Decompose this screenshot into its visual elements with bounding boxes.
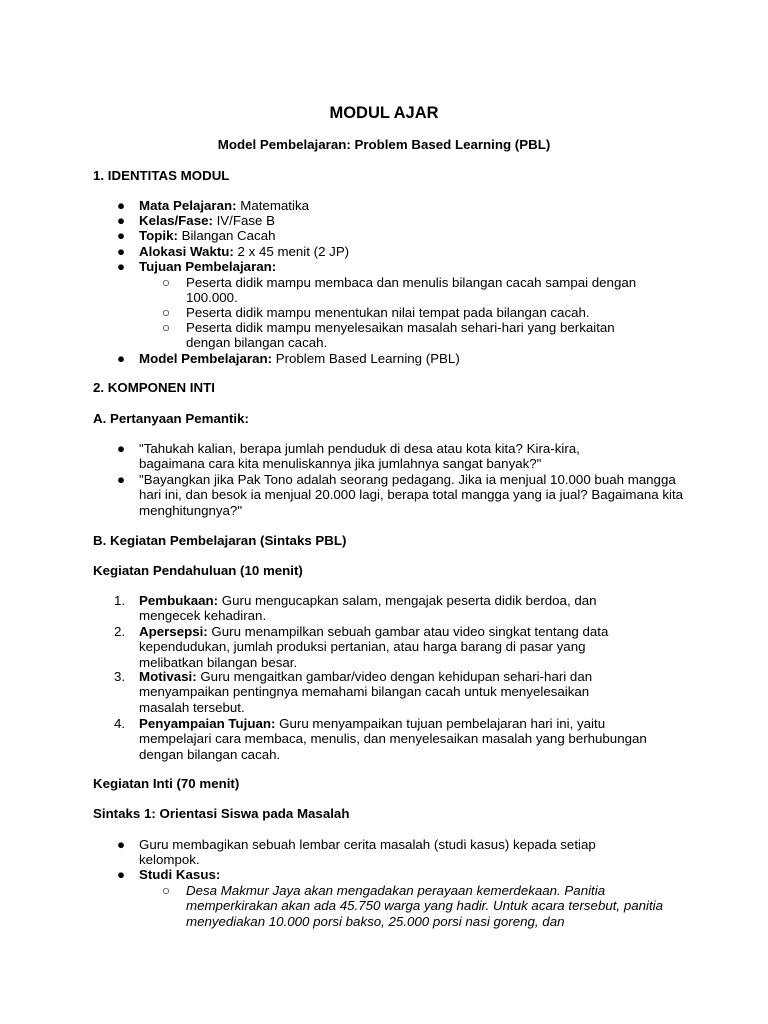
identitas-item: [139, 228, 699, 243]
item-label: Mata Pelajaran:: [139, 198, 237, 213]
item-label: Penyampaian Tujuan:: [139, 716, 276, 731]
circle-bullet-icon: ○: [161, 320, 171, 335]
tujuan-item: Peserta didik mampu menentukan nilai tempat pada bilangan cacah.: [186, 305, 590, 320]
pendahuluan-item: [139, 593, 639, 624]
bullet-icon: ●: [116, 244, 126, 259]
item-value: Matematika: [236, 198, 309, 213]
item-value: 2 x 45 menit (2 JP): [233, 244, 350, 259]
identitas-item: [139, 198, 699, 213]
item-label: Kelas/Fase:: [139, 213, 213, 228]
bullet-icon: ●: [116, 472, 126, 487]
pendahuluan-heading: Kegiatan Pendahuluan (10 menit): [93, 563, 303, 578]
item-label: Tujuan Pembelajaran:: [139, 259, 277, 274]
studi-kasus-text: Desa Makmur Jaya akan mengadakan perayaan kemerdekaan. Panitia memperkirakan akan ada 45.750 warga yang hadir. Untuk acara tersebut, panitia menyediakan 10.000 porsi bakso, 25.000 porsi nasi goreng, dan: [186, 883, 663, 929]
bullet-icon: ●: [116, 198, 126, 213]
list-number: 4.: [114, 716, 126, 731]
pemantik-item: "Bayangkan jika Pak Tono adalah seorang pedagang. Jika ia menjual 10.000 buah mangga hari ini, dan besok ia menjual 20.000 lagi, berapa total mangga yang ia jual? Bagaimana kita menghitungnya?": [139, 472, 684, 518]
item-label: Alokasi Waktu:: [139, 244, 234, 259]
page-title: MODUL AJAR: [329, 104, 439, 122]
item-text: Guru mengucapkan salam, mengajak peserta didik berdoa, dan mengecek kehadiran.: [139, 593, 597, 624]
item-value: Problem Based Learning (PBL): [272, 351, 460, 366]
identitas-item: [139, 213, 699, 228]
bullet-icon: ●: [116, 837, 126, 852]
circle-bullet-icon: ○: [161, 883, 171, 898]
bullet-icon: ●: [116, 228, 126, 243]
pendahuluan-item: [139, 669, 635, 715]
section1-heading: 1. IDENTITAS MODUL: [93, 168, 230, 183]
item-label: Topik:: [139, 228, 178, 243]
item-label: Model Pembelajaran:: [139, 351, 273, 366]
item-value: IV/Fase B: [212, 213, 275, 228]
item-label: Pembukaan:: [139, 593, 219, 608]
identitas-item: [139, 244, 699, 259]
bullet-icon: ●: [116, 259, 126, 274]
pemantik-item: "Tahukah kalian, berapa jumlah penduduk di desa atau kota kita? Kira-kira, bagaimana cara kita menuliskannya jika jumlahnya sangat banyak?": [139, 441, 580, 472]
inti-heading: Kegiatan Inti (70 menit): [93, 776, 240, 791]
identitas-item: [139, 351, 699, 366]
item-label: Studi Kasus:: [139, 867, 221, 882]
item-label: Motivasi:: [139, 669, 197, 684]
list-number: 3.: [114, 669, 126, 684]
bullet-icon: ●: [116, 867, 126, 882]
identitas-item: [139, 259, 699, 274]
pendahuluan-item: [139, 624, 645, 670]
pendahuluan-item: [139, 716, 649, 762]
item-value: Bilangan Cacah: [177, 228, 276, 243]
sintaks1-item: Guru membagikan sebuah lembar cerita masalah (studi kasus) kepada setiap kelompok.: [139, 837, 596, 868]
tujuan-item: Peserta didik mampu menyelesaikan masalah sehari-hari yang berkaitan dengan bilangan cacah.: [186, 320, 615, 351]
bullet-icon: ●: [116, 213, 126, 228]
page-subtitle: Model Pembelajaran: Problem Based Learning (PBL): [217, 137, 551, 152]
pemantik-heading: A. Pertanyaan Pemantik:: [93, 411, 249, 426]
list-number: 2.: [114, 624, 126, 639]
section2-heading: 2. KOMPONEN INTI: [93, 380, 215, 395]
item-text: Guru menyampaikan tujuan pembelajaran hari ini, yaitu mempelajari cara membaca, menulis, dan menyelesaikan masalah yang berhubungan dengan bilangan cacah.: [139, 716, 647, 762]
kegiatan-heading: B. Kegiatan Pembelajaran (Sintaks PBL): [93, 533, 347, 548]
item-text: Guru menampilkan sebuah gambar atau video singkat tentang data kependudukan, jumlah produksi pertanian, atau harga barang di pasar yang melibatkan bilangan besar.: [139, 624, 609, 670]
list-number: 1.: [114, 593, 126, 608]
circle-bullet-icon: ○: [161, 275, 171, 290]
circle-bullet-icon: ○: [161, 305, 171, 320]
item-text: Guru mengaitkan gambar/video dengan kehidupan sehari-hari dan menyampaikan pentingnya memahami bilangan cacah untuk menyelesaikan masalah tersebut.: [139, 669, 593, 715]
tujuan-item: Peserta didik mampu membaca dan menulis bilangan cacah sampai dengan 100.000.: [186, 275, 637, 306]
bullet-icon: ●: [116, 441, 126, 456]
item-label: Apersepsi:: [139, 624, 208, 639]
sintaks1-heading: Sintaks 1: Orientasi Siswa pada Masalah: [93, 806, 350, 821]
bullet-icon: ●: [116, 351, 126, 366]
studi-kasus-label: [139, 867, 699, 882]
